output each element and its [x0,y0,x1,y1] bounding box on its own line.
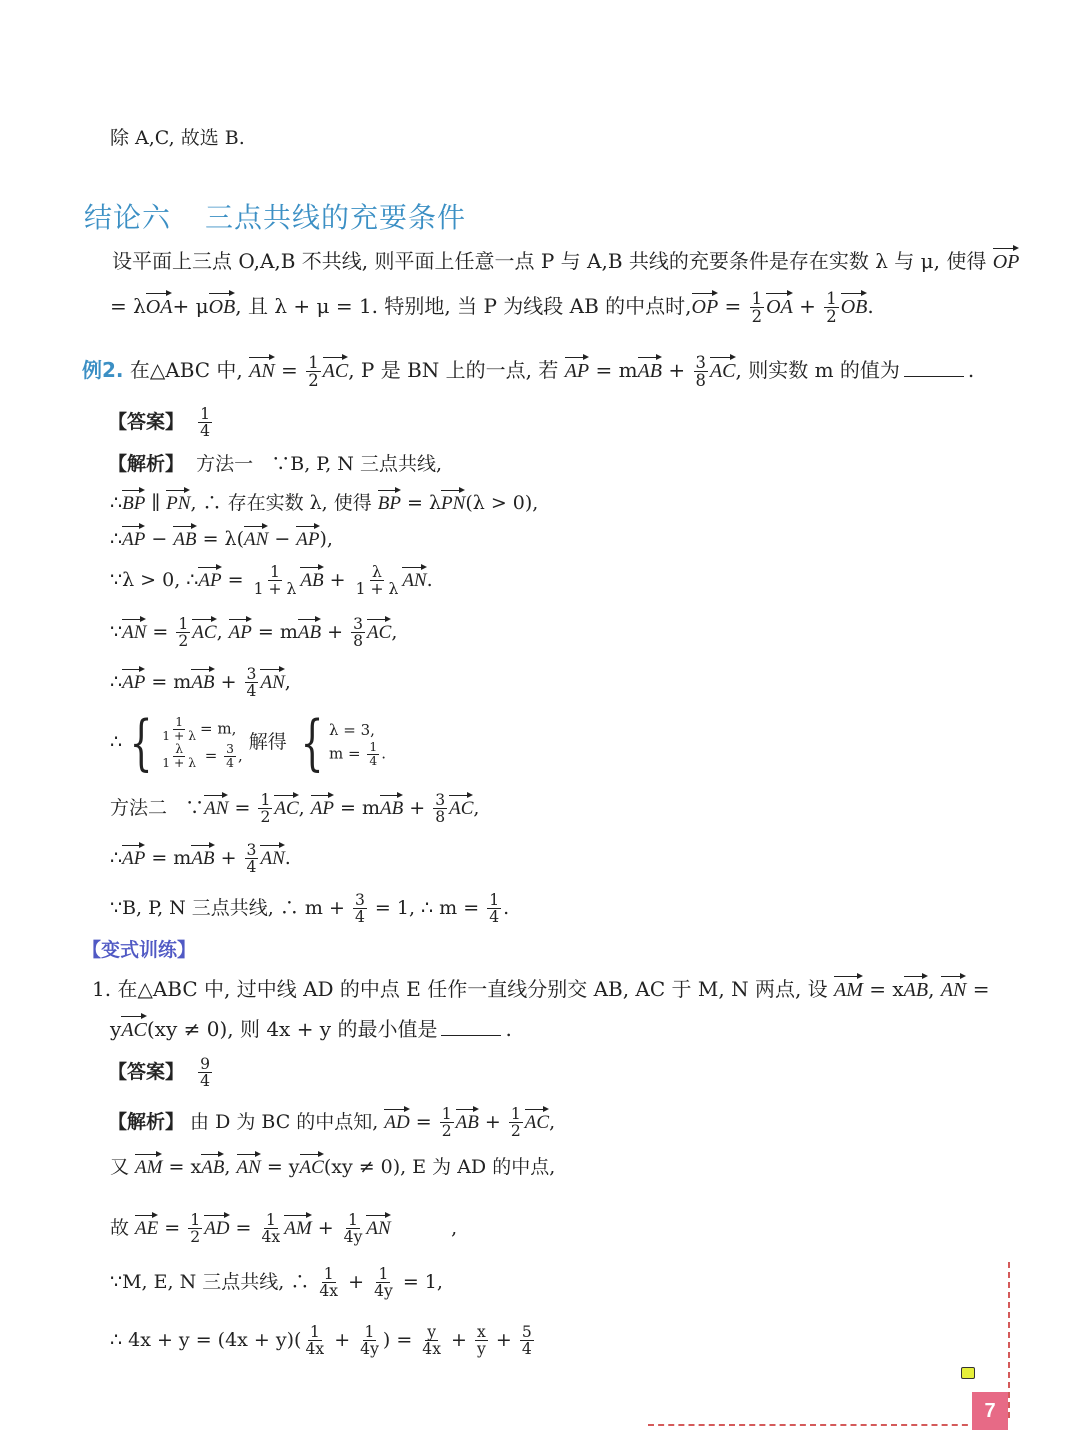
variant-solution-1: 【解析】 由 D 为 BC 的中点知, AD = $\frac{1}{2}$ AB + $\frac{1}{2}$ AC, [108,1105,556,1141]
solution-step-5: ∵AN = $\frac{1}{2}$ AC, AP = mAB + $\frac{3}{8}$ AC, [110,615,398,651]
page-border-horizontal [648,1424,978,1426]
variant-solution-5: ∴ 4x + y = (4x + y)( $\frac{1}{4x}$ + $\frac{1}{4y}$ ) = $\frac{y}{4x}$ + $\frac{x}{y}$ + $\frac{5}{4}$ [110,1323,532,1359]
vector-OP: OP [993,246,1020,272]
intro-line-2: = λOA+ μOB, 且 λ + μ = 1. 特别地, 当 P 为线段 AB 的中点时,OP = $\frac{1}{2}$ OA + $\frac{1}{2}$ OB. [110,289,874,327]
example-label: 例2. [82,358,124,383]
variant-answer: 【答案】 $\frac{9}{4}$ [108,1055,211,1091]
variant-blank [441,1019,501,1036]
solution-step-1: 【解析】 方法一 ∵B, P, N 三点共线, [108,453,443,475]
method2-step-3: ∵B, P, N 三点共线, ∴ m + $\frac{3}{4}$ = 1, ∴ m = $\frac{1}{4}$ . [110,891,510,927]
variant-solution-3: 故 AE = $\frac{1}{2}$ AD = $\frac{1}{4x}$ AM + $\frac{1}{4y}$ AN , [110,1211,458,1247]
page-border-vertical [1008,1262,1010,1418]
method2-step-1: 方法二 ∵AN = $\frac{1}{2}$ AC, AP = mAB + $\frac{3}{8}$ AC, [110,791,480,827]
method2-step-2: ∴AP = mAB + $\frac{3}{4}$ AN. [110,841,291,877]
answer-line: 【答案】 $\frac{1}{4}$ [108,405,211,441]
solution-step-6: ∴AP = mAB + $\frac{3}{4}$ AN, [110,665,291,701]
equation-system: { $\frac{1}{1 + \lambda}$ = m, $\frac{\lambda}{1 + \lambda}$ = $\frac{3}{4}$ , [129,708,243,778]
solution-step-4: ∵λ > 0, ∴AP = $\frac{1}{1 + \lambda}$ AB + $\frac{\lambda}{1 + \lambda}$ AN. [110,563,433,599]
example-2: 例2. 在△ABC 中, AN = $\frac{1}{2}$ AC, P 是 BN 上的一点, 若 AP = mAB + $\frac{3}{8}$ AC, 则实数 m 的值为 . [82,353,975,391]
variant-solution-2: 又 AM = xAB, AN = yAC(xy ≠ 0), E 为 AD 的中点, [110,1152,555,1181]
variant-problem-line-1: 1. 在△ABC 中, 过中线 AD 的中点 E 任作一直线分别交 AB, AC 于 M, N 两点, 设 AM = xAB, AN = [92,974,990,1003]
section-number: 结论六 [84,201,172,234]
solution-system: { λ = 3, m = $\frac{1}{4}$ . [300,708,386,778]
variant-label: 【变式训练】 [82,939,197,961]
variant-solution-4: ∵M, E, N 三点共线, ∴ $\frac{1}{4x}$ + $\frac{1}{4y}$ = 1, [110,1265,443,1301]
section-heading [84,196,466,236]
section-title: 三点共线的充要条件 [205,201,467,234]
answer-value: $\frac{1}{4}$ [200,405,211,441]
fraction: $\frac{1}{2}$ [751,289,763,327]
sticker-icon [961,1367,975,1379]
answer-blank [904,360,964,377]
solution-step-2: ∴BP ∥ PN, ∴ 存在实数 λ, 使得 BP = λPN(λ > 0), [110,488,538,517]
solution-step-3: ∴AP − AB = λ(AN − AP), [110,524,333,553]
prev-line: 除 A,C, 故选 B. [110,127,245,149]
page-number: 7 [972,1392,1008,1430]
variant-problem-line-2: yAC(xy ≠ 0), 则 4x + y 的最小值是 . [110,1014,512,1043]
variant-answer-value: $\frac{9}{4}$ [200,1055,211,1091]
solution-step-7: ∴ { $\frac{1}{1 + \lambda}$ = m, $\frac{\lambda}{1 + \lambda}$ = $\frac{3}{4}$ , 解得 { λ = 3, m = $\frac{1}{4}$ . [110,708,386,778]
intro-line-1: 设平面上三点 O,A,B 不共线, 则平面上任意一点 P 与 A,B 共线的充要条件是存在实数 λ 与 μ, 使得 OP [112,246,1019,275]
